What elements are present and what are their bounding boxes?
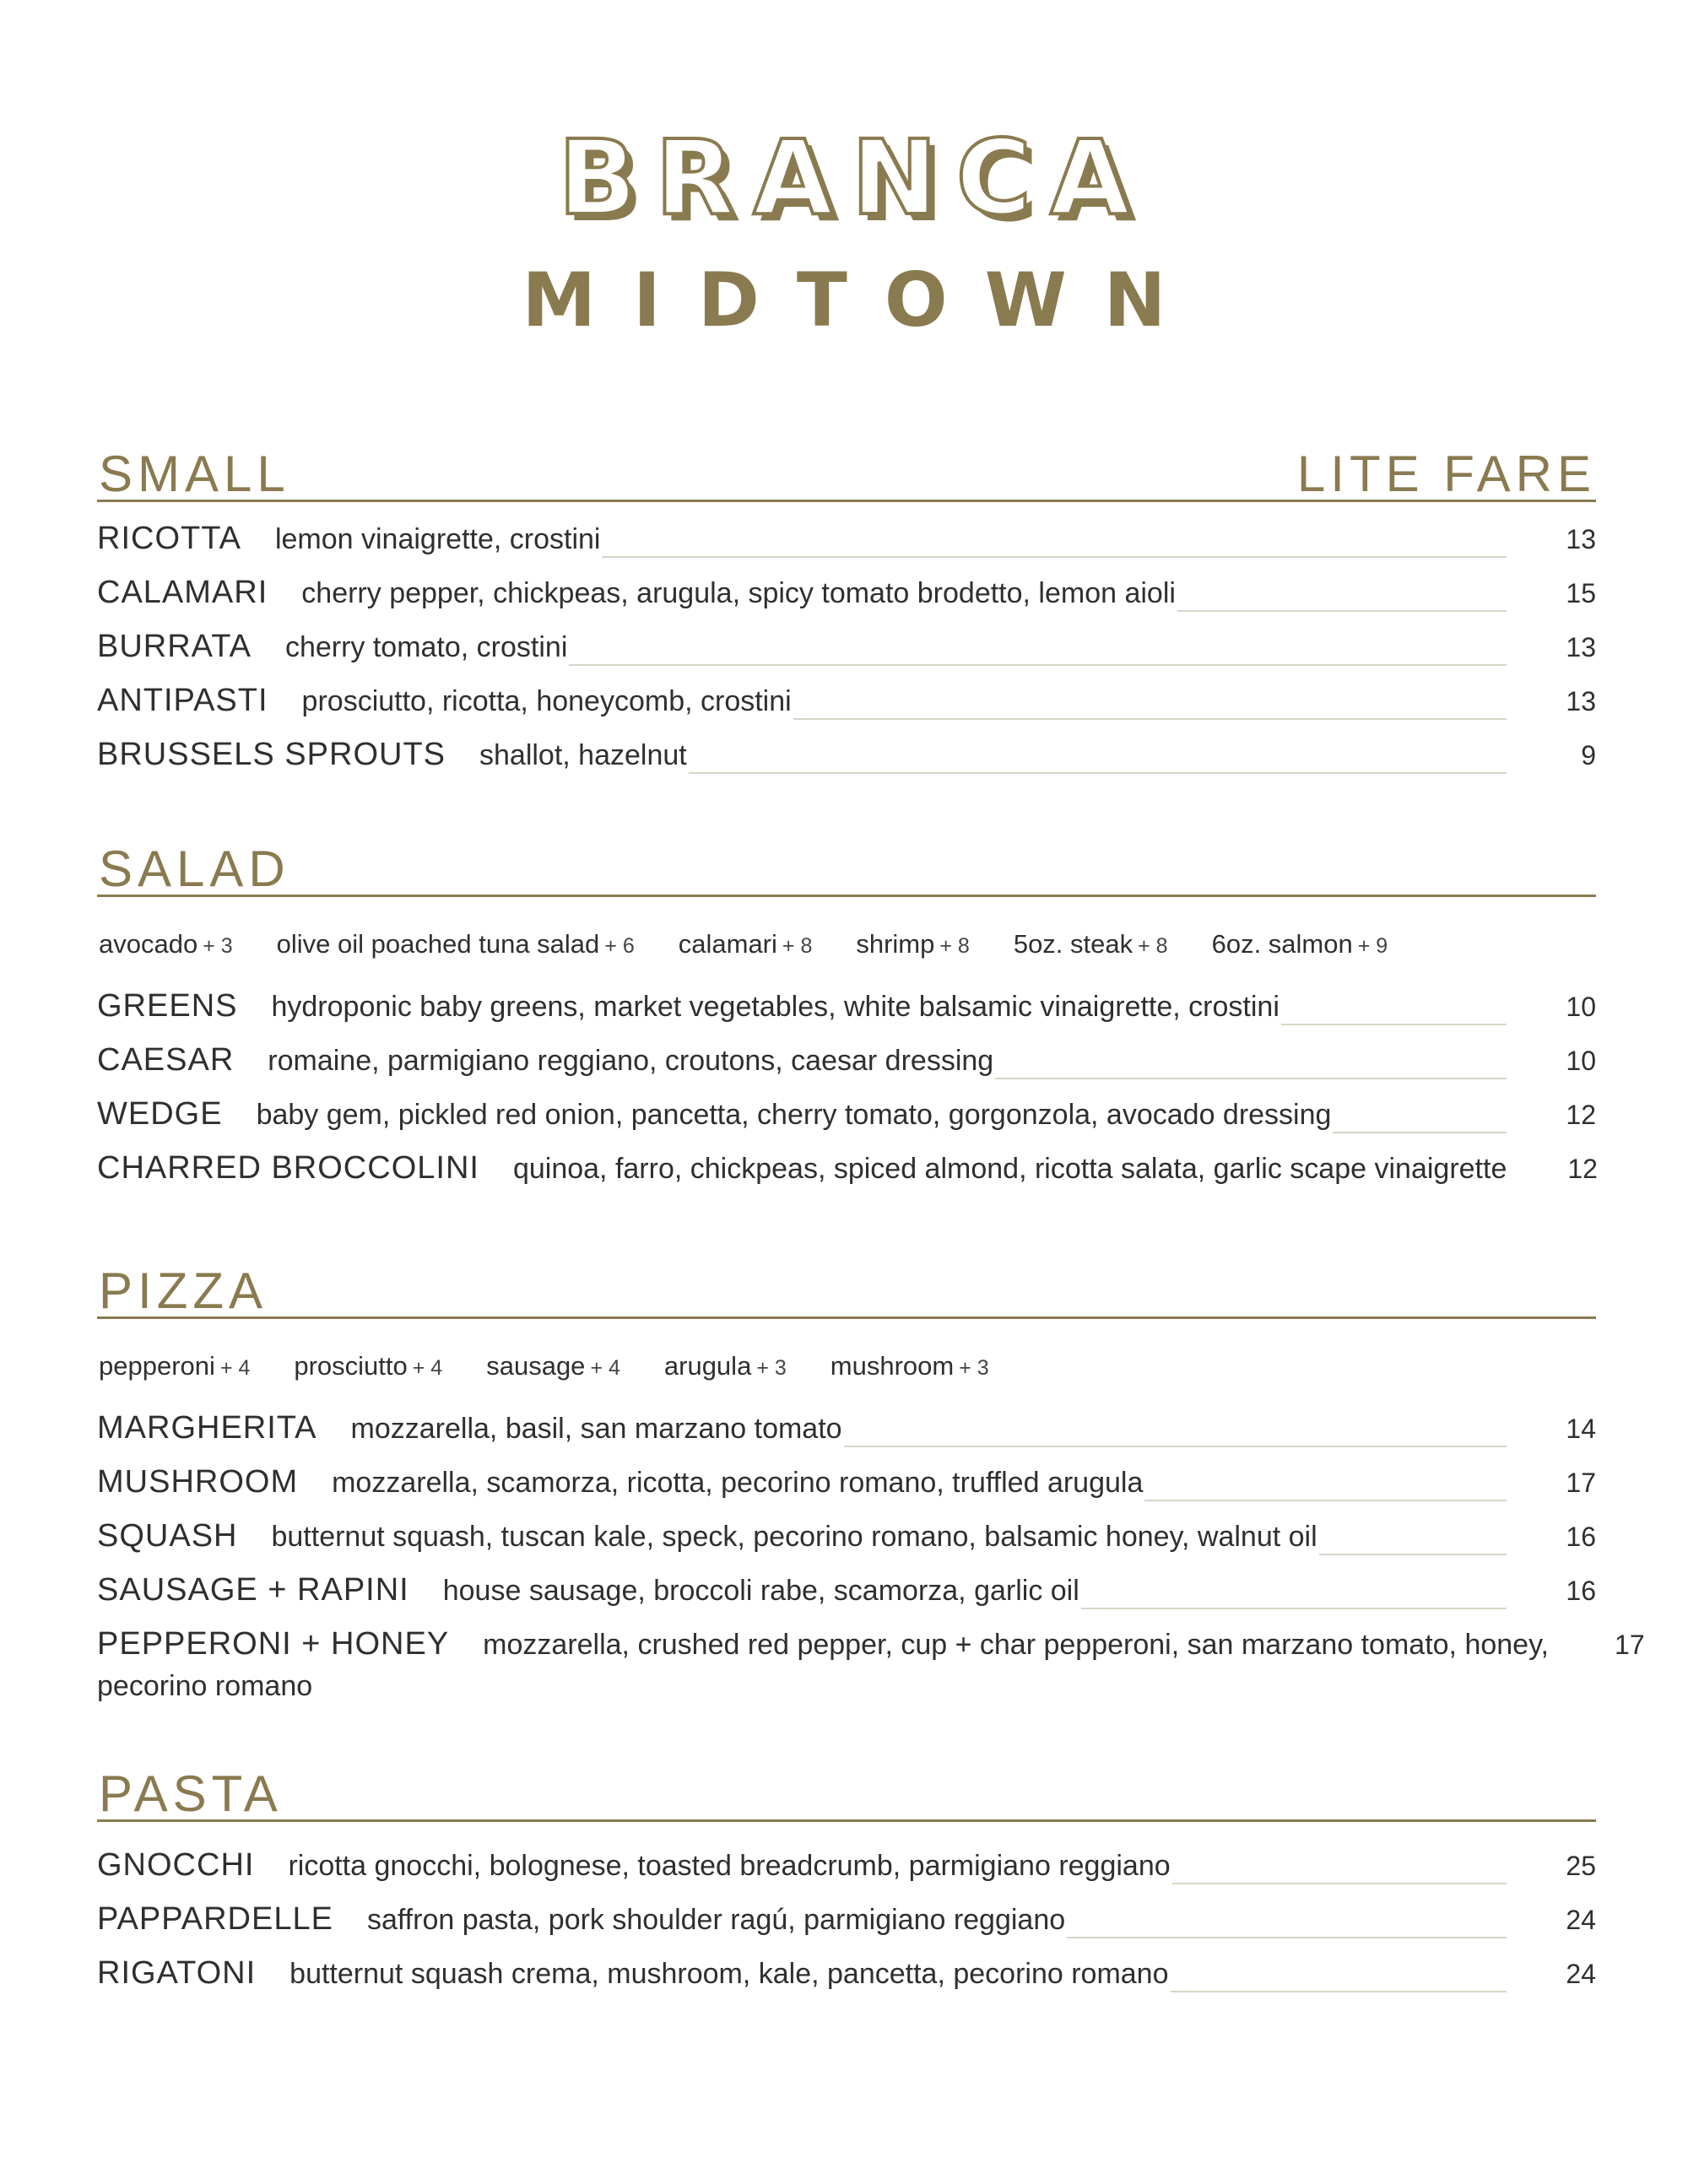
- addon-price: + 8: [939, 934, 970, 958]
- section-pizza: [97, 1257, 1645, 1711]
- menu-item: [97, 1150, 1596, 1204]
- addon-label: calamari: [678, 929, 777, 959]
- item-list: [97, 521, 1596, 791]
- addon-label: shrimp: [856, 929, 935, 959]
- addon-price: + 9: [1357, 934, 1388, 958]
- item-description: romaine, parmigiano reggiano, croutons, caesar dressing: [268, 1045, 994, 1077]
- item-description: baby gem, pickled red onion, pancetta, cherry tomato, gorgonzola, avocado dressing: [256, 1099, 1332, 1131]
- logo-brand: BRANCA: [558, 118, 1149, 238]
- addon-label: arugula: [663, 1351, 752, 1381]
- item-list: [97, 1847, 1596, 2009]
- item-description: shallot, hazelnut: [479, 739, 687, 771]
- leader-line: [793, 717, 1507, 720]
- item-description: ricotta gnocchi, bolognese, toasted breadcrumb, parmigiano reggiano: [288, 1850, 1171, 1882]
- addon-price: + 3: [203, 934, 233, 958]
- item-description: cherry tomato, crostini: [284, 631, 568, 663]
- addon: [294, 1351, 442, 1381]
- item-name: ANTIPASTI: [97, 683, 268, 718]
- item-name: WEDGE: [97, 1096, 223, 1132]
- item-price: 9: [1581, 740, 1596, 770]
- item-name: RICOTTA: [97, 521, 241, 556]
- leader-line: [1319, 1553, 1507, 1555]
- menu-item: [97, 575, 1596, 629]
- addon-label: mushroom: [830, 1351, 955, 1381]
- addon-label: avocado: [99, 929, 198, 959]
- addon-label: olive oil poached tuna salad: [276, 929, 600, 959]
- addon-label: sausage: [486, 1351, 586, 1381]
- leader-line: [569, 663, 1507, 666]
- addon-price: + 6: [604, 934, 635, 958]
- item-price: 24: [1566, 1905, 1596, 1935]
- leader-line: [1144, 1499, 1507, 1501]
- leader-line: [1067, 1936, 1507, 1938]
- item-name: SQUASH: [97, 1518, 238, 1554]
- addon: [277, 929, 635, 960]
- addon-price: + 8: [1138, 934, 1168, 958]
- item-name: SAUSAGE + RAPINI: [97, 1572, 409, 1608]
- addon: [664, 1351, 787, 1381]
- leader-line: [689, 771, 1507, 774]
- item-price: 16: [1566, 1576, 1596, 1606]
- addon: [856, 929, 969, 960]
- item-list: [97, 1410, 1645, 1711]
- menu-item: [97, 737, 1596, 791]
- menu-item: [97, 1410, 1596, 1464]
- item-description-continued: pecorino romano: [97, 1670, 313, 1702]
- section-header: [97, 1760, 1596, 1822]
- addon-label: pepperoni: [99, 1351, 215, 1381]
- leader-line: [995, 1077, 1507, 1079]
- addon: [830, 1351, 989, 1381]
- item-price: 15: [1566, 578, 1596, 608]
- item-name: BRUSSELS SPROUTS: [97, 737, 446, 772]
- item-description: lemon vinaigrette, crostini: [274, 523, 601, 555]
- item-description: saffron pasta, pork shoulder ragú, parmigiano reggiano: [366, 1904, 1066, 1936]
- item-price: 13: [1566, 632, 1596, 662]
- menu-item: [97, 1464, 1596, 1518]
- item-list: [97, 988, 1596, 1204]
- item-price: 17: [1615, 1630, 1645, 1660]
- menu-item: [97, 1518, 1596, 1572]
- item-price: 24: [1566, 1959, 1596, 1989]
- item-price: 14: [1566, 1414, 1596, 1444]
- section-title: PASTA: [99, 1765, 283, 1822]
- item-price: 13: [1566, 524, 1596, 554]
- item-name: RIGATONI: [97, 1955, 257, 1991]
- addon: [99, 929, 233, 960]
- addon-label: prosciutto: [294, 1351, 408, 1381]
- item-name: MARGHERITA: [97, 1410, 317, 1446]
- menu-item: [97, 1042, 1596, 1096]
- item-description: mozzarella, crushed red pepper, cup + char pepperoni, san marzano tomato, honey,: [483, 1629, 1550, 1661]
- section-title-right: LITE FARE: [1296, 446, 1596, 502]
- addon-price: + 3: [959, 1356, 989, 1380]
- item-name: GREENS: [97, 988, 238, 1024]
- menu-item: [97, 629, 1596, 683]
- section-small: [97, 441, 1596, 791]
- item-description: hydroponic baby greens, market vegetables, white balsamic vinaigrette, crostini: [271, 991, 1280, 1023]
- leader-line: [1177, 609, 1507, 612]
- item-price: 12: [1566, 1100, 1596, 1130]
- menu-item: [97, 1901, 1596, 1955]
- item-description: cherry pepper, chickpeas, arugula, spicy tomato brodetto, lemon aioli: [301, 577, 1176, 609]
- menu-item: [97, 683, 1596, 737]
- item-price: 12: [1567, 1154, 1598, 1184]
- addon-label: 6oz. salmon: [1211, 929, 1353, 959]
- addon: [1212, 929, 1388, 960]
- item-name: CHARRED BROCCOLINI: [97, 1150, 479, 1186]
- item-description: butternut squash, tuscan kale, speck, pecorino romano, balsamic honey, walnut oil: [271, 1521, 1317, 1553]
- addon-price: + 4: [590, 1356, 620, 1380]
- logo-location: MIDTOWN: [522, 257, 1204, 343]
- item-description: mozzarella, scamorza, ricotta, pecorino romano, truffled arugula: [332, 1467, 1144, 1499]
- section-header: [97, 441, 1596, 502]
- item-description: mozzarella, basil, san marzano tomato: [350, 1413, 842, 1445]
- leader-line: [844, 1445, 1507, 1447]
- addon-price: + 4: [412, 1356, 443, 1380]
- menu-item: [97, 1847, 1596, 1901]
- section-header: [97, 1257, 1596, 1319]
- menu-item: [97, 988, 1596, 1042]
- menu-item: [97, 1096, 1596, 1150]
- addon: [486, 1351, 620, 1381]
- leader-line: [602, 555, 1507, 558]
- leader-line: [1172, 1882, 1507, 1884]
- addon: [679, 929, 813, 960]
- section-pasta: [97, 1760, 1596, 2009]
- addon-list: [97, 1351, 1596, 1381]
- menu-item: [97, 1955, 1596, 2009]
- addon-label: 5oz. steak: [1013, 929, 1133, 959]
- item-name: CAESAR: [97, 1042, 235, 1078]
- addon-price: + 3: [756, 1356, 787, 1380]
- item-description: prosciutto, ricotta, honeycomb, crostini: [301, 685, 792, 717]
- item-price: 13: [1566, 686, 1596, 716]
- item-name: GNOCCHI: [97, 1847, 255, 1883]
- addon-list: [97, 929, 1596, 960]
- item-price: 16: [1566, 1522, 1596, 1552]
- item-name: PEPPERONI + HONEY: [97, 1626, 450, 1662]
- item-description: butternut squash crema, mushroom, kale, pancetta, pecorino romano: [289, 1958, 1169, 1990]
- menu-item: [97, 521, 1596, 575]
- item-price: 25: [1566, 1851, 1596, 1881]
- section-title: PIZZA: [99, 1262, 268, 1319]
- leader-line: [1333, 1131, 1507, 1133]
- section-title: SMALL: [99, 446, 290, 502]
- item-price: 10: [1566, 992, 1596, 1022]
- item-name: MUSHROOM: [97, 1464, 299, 1500]
- leader-line: [1081, 1607, 1507, 1609]
- item-description: house sausage, broccoli rabe, scamorza, garlic oil: [442, 1575, 1079, 1607]
- addon-price: + 8: [782, 934, 813, 958]
- addon-price: + 4: [219, 1356, 251, 1380]
- item-description: quinoa, farro, chickpeas, spiced almond, ricotta salata, garlic scape vinaigrette: [512, 1153, 1507, 1185]
- item-name: PAPPARDELLE: [97, 1901, 333, 1937]
- item-price: 10: [1566, 1046, 1596, 1076]
- item-name: BURRATA: [97, 629, 252, 664]
- menu-item: [97, 1626, 1645, 1711]
- restaurant-logo: [0, 118, 1688, 343]
- leader-line: [1281, 1023, 1507, 1025]
- item-name: CALAMARI: [97, 575, 268, 610]
- item-price: 17: [1566, 1468, 1596, 1498]
- section-salad: [97, 835, 1596, 1204]
- addon: [99, 1351, 250, 1381]
- menu-item: [97, 1572, 1596, 1626]
- leader-line: [1171, 1990, 1507, 1992]
- addon: [1014, 929, 1168, 960]
- section-title: SALAD: [99, 841, 290, 897]
- section-header: [97, 835, 1596, 897]
